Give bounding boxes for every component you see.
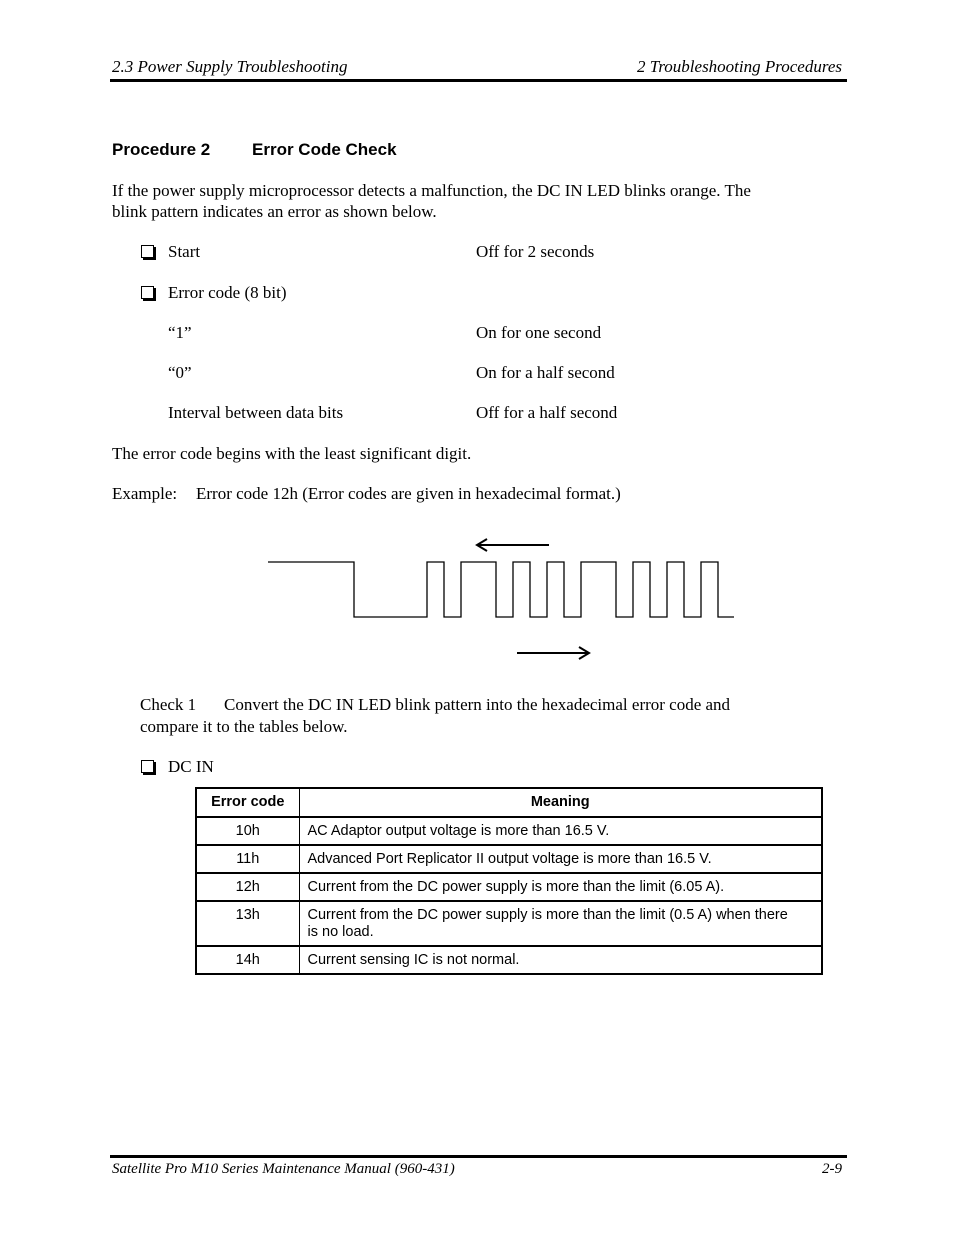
column-header-error-code: Error code: [196, 788, 299, 817]
error-code-table: [195, 787, 823, 975]
error-code-cell: 14h: [196, 946, 299, 974]
error-code-cell: 13h: [196, 901, 299, 946]
table-row: [196, 901, 822, 946]
one-label: “1”: [168, 323, 192, 342]
arrow-left-icon: [477, 539, 549, 551]
table-row: [196, 817, 822, 845]
table-header-row: [196, 788, 822, 817]
zero-label: “0”: [168, 363, 192, 382]
dc-in-label: DC IN: [168, 757, 214, 776]
error-code-cell: 10h: [196, 817, 299, 845]
footer-manual-title: Satellite Pro M10 Series Maintenance Manual (960-431): [112, 1161, 455, 1177]
table-row: [196, 946, 822, 974]
error-code-cell: 11h: [196, 845, 299, 873]
intro-line-1: If the power supply microprocessor detects a malfunction, the DC IN LED blinks orange. The: [112, 181, 751, 200]
table-row: [196, 873, 822, 901]
footer-page-number: 2-9: [822, 1161, 842, 1177]
meaning-cell: Current from the DC power supply is more than the limit (6.05 A).: [299, 873, 822, 901]
error-code-cell: 12h: [196, 873, 299, 901]
interval-value: Off for a half second: [476, 403, 618, 422]
lsb-note: The error code begins with the least significant digit.: [112, 444, 472, 463]
error-code-label: Error code (8 bit): [168, 283, 287, 302]
example-text: Error code 12h (Error codes are given in hexadecimal format.): [196, 484, 621, 503]
start-value: Off for 2 seconds: [476, 242, 595, 261]
example-label: Example:: [112, 484, 178, 503]
interval-label: Interval between data bits: [168, 403, 344, 422]
one-value: On for one second: [476, 323, 602, 342]
column-header-meaning: Meaning: [299, 788, 822, 817]
zero-value: On for a half second: [476, 363, 615, 382]
table-row: [196, 845, 822, 873]
footer-rule: [110, 1155, 847, 1158]
procedure-number: Procedure 2: [112, 140, 211, 159]
meaning-cell: AC Adaptor output voltage is more than 16.5 V.: [299, 817, 822, 845]
start-label: Start: [168, 242, 201, 261]
arrow-right-icon: [517, 647, 589, 659]
check-line-1: Convert the DC IN LED blink pattern into the hexadecimal error code and: [224, 695, 731, 714]
meaning-cell: Advanced Port Replicator II output voltage is more than 16.5 V.: [299, 845, 822, 873]
check-label: Check 1: [140, 695, 197, 714]
check-line-2: compare it to the tables below.: [140, 717, 348, 736]
meaning-cell: Current sensing IC is not normal.: [299, 946, 822, 974]
procedure-title: Error Code Check: [252, 140, 397, 159]
header-chapter-title: 2 Troubleshooting Procedures: [637, 57, 842, 76]
intro-line-2: blink pattern indicates an error as shown below.: [112, 202, 437, 221]
checkbox-bullet-icon: [141, 760, 154, 773]
header-section-title: 2.3 Power Supply Troubleshooting: [112, 57, 348, 76]
meaning-cell: Current from the DC power supply is more than the limit (0.5 A) when there is no load.: [299, 901, 822, 946]
waveform-signal: [268, 562, 734, 617]
